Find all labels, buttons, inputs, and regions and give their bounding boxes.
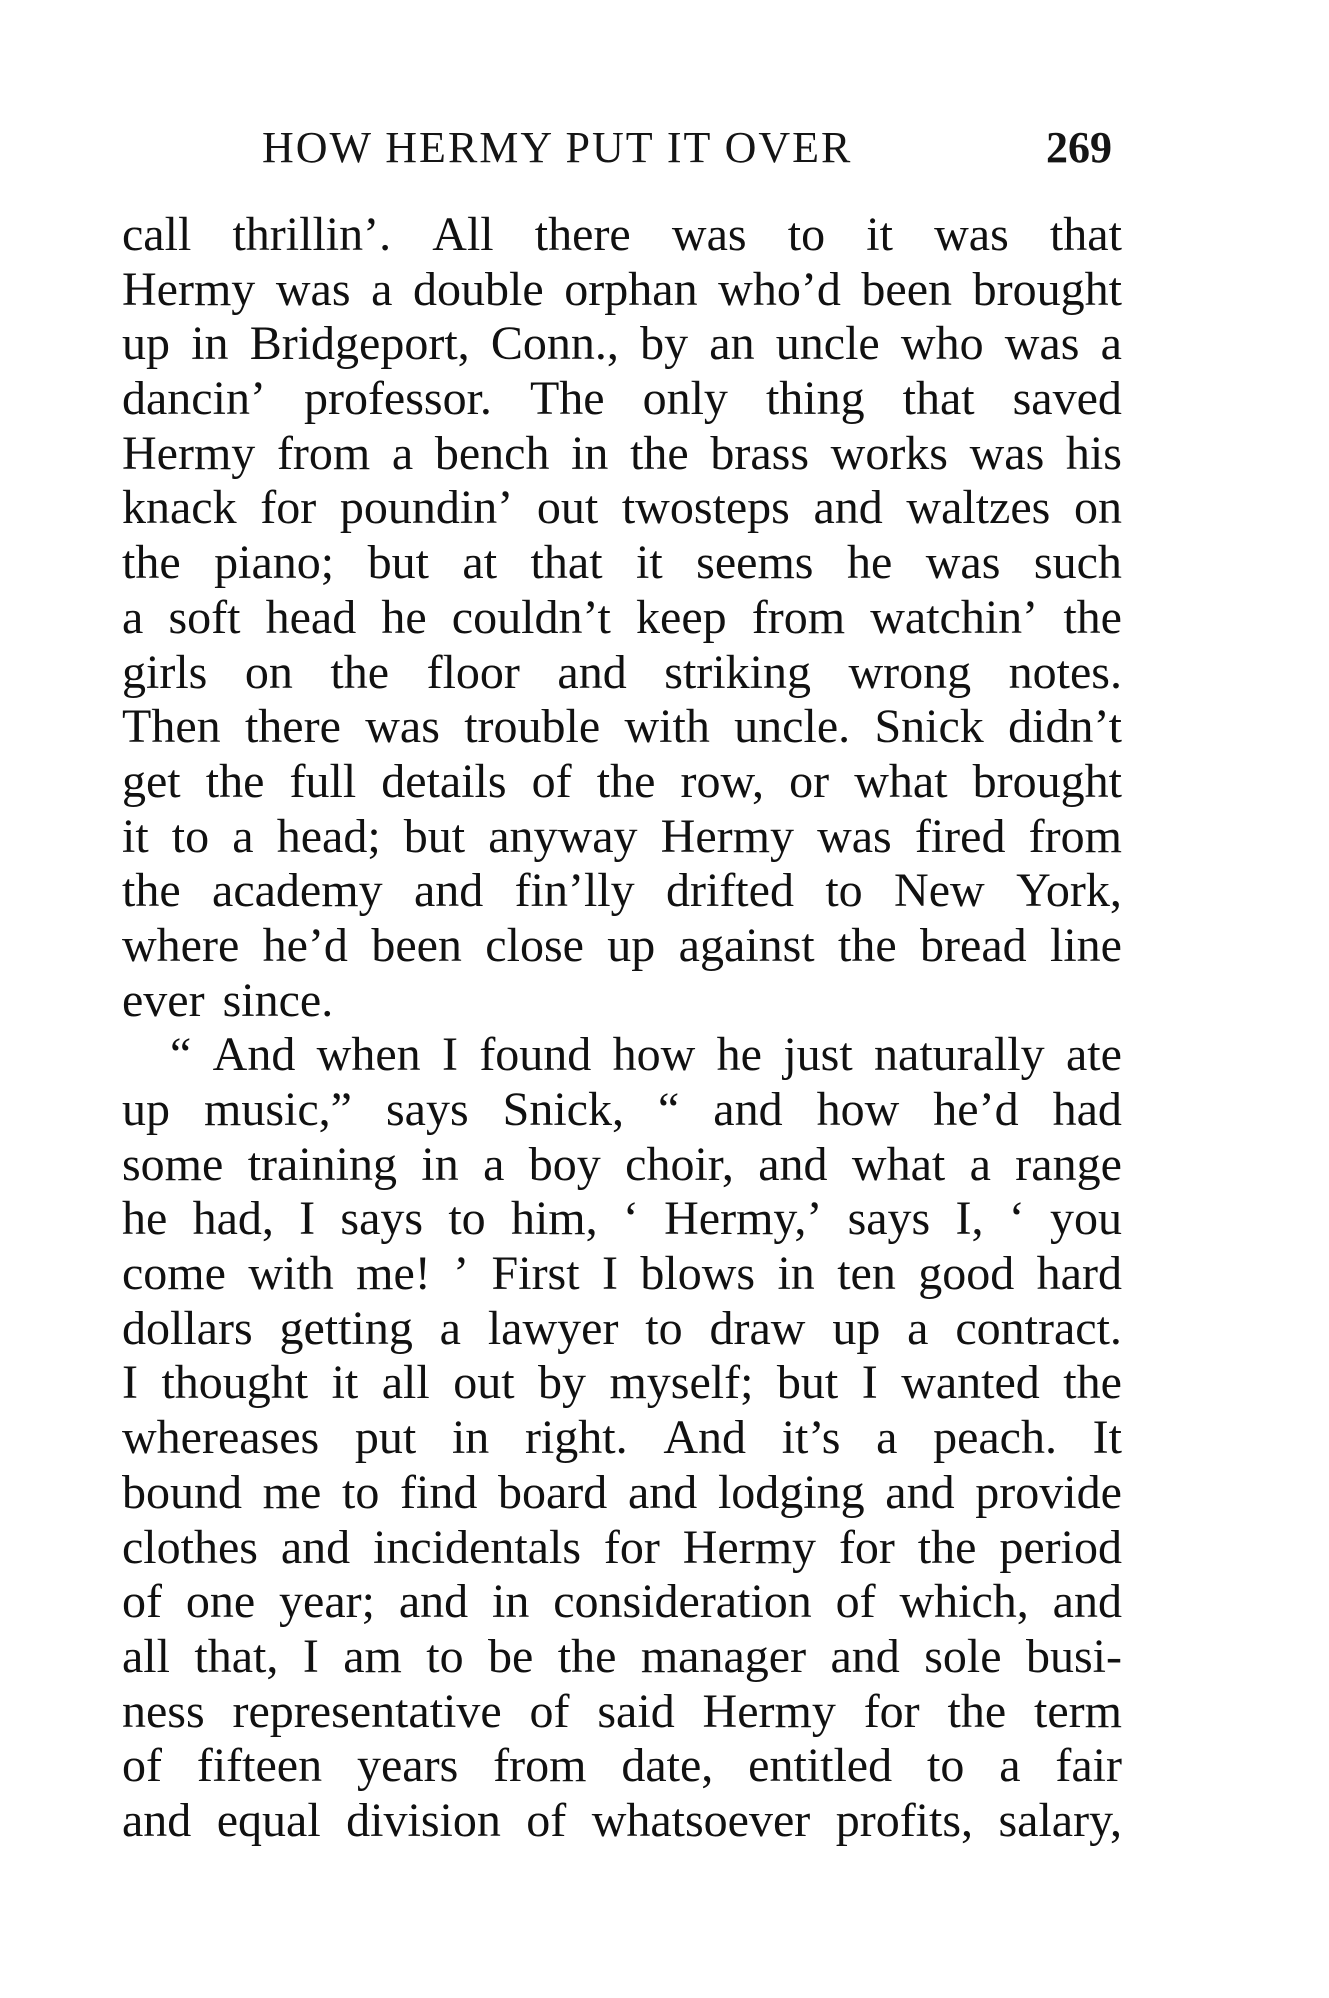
body-text [122, 208, 1122, 1849]
text-line: it to a head; but anyway Hermy was fired from [122, 809, 1122, 863]
text-line: clothes and incidentals for Hermy for the period [122, 1520, 1122, 1574]
text-line: knack for poundin’ out twosteps and waltzes on [122, 481, 1122, 535]
text-line: dancin’ professor. The only thing that saved [122, 372, 1122, 426]
text-line: all that, I am to be the manager and sole busi- [122, 1629, 1122, 1683]
text-line: bound me to find board and lodging and provide [122, 1465, 1122, 1519]
text-line: some training in a boy choir, and what a range [122, 1137, 1122, 1191]
page-number: 269 [1046, 123, 1112, 172]
text-line: the academy and fin’lly drifted to New York, [122, 864, 1122, 918]
text-line: Hermy was a double orphan who’d been brought [122, 262, 1122, 316]
text-line: a soft head he couldn’t keep from watchin’ the [122, 590, 1122, 644]
text-line: “ And when I found how he just naturally ate [170, 1028, 1122, 1082]
text-line: where he’d been close up against the bread line [122, 918, 1122, 972]
text-line: and equal division of whatsoever profits, salary, [122, 1793, 1122, 1847]
text-line: Then there was trouble with uncle. Snick didn’t [122, 700, 1122, 754]
running-title: HOW HERMY PUT IT OVER [262, 123, 853, 172]
text-line: girls on the floor and striking wrong notes. [122, 645, 1122, 699]
text-line: up in Bridgeport, Conn., by an uncle who was a [122, 317, 1122, 371]
text-line: dollars getting a lawyer to draw up a contract. [122, 1301, 1122, 1355]
text-line: whereases put in right. And it’s a peach. It [122, 1411, 1122, 1465]
text-line: ever since. [122, 973, 334, 1027]
text-line: ness representative of said Hermy for the term [122, 1684, 1122, 1738]
text-line: get the full details of the row, or what brought [122, 754, 1122, 808]
text-line: he had, I says to him, ‘ Hermy,’ says I, ‘ you [122, 1192, 1122, 1246]
text-line: come with me! ’ First I blows in ten good hard [122, 1247, 1122, 1301]
text-line: of fifteen years from date, entitled to a fair [122, 1739, 1122, 1793]
text-line: I thought it all out by myself; but I wanted the [122, 1356, 1122, 1410]
text-line: call thrillin’. All there was to it was that [122, 208, 1122, 261]
running-head [262, 122, 1112, 182]
text-line: up music,” says Snick, “ and how he’d had [122, 1083, 1122, 1136]
text-line: of one year; and in consideration of which, and [122, 1575, 1122, 1629]
text-line: Hermy from a bench in the brass works was his [122, 426, 1122, 480]
text-line: the piano; but at that it seems he was such [122, 536, 1122, 590]
